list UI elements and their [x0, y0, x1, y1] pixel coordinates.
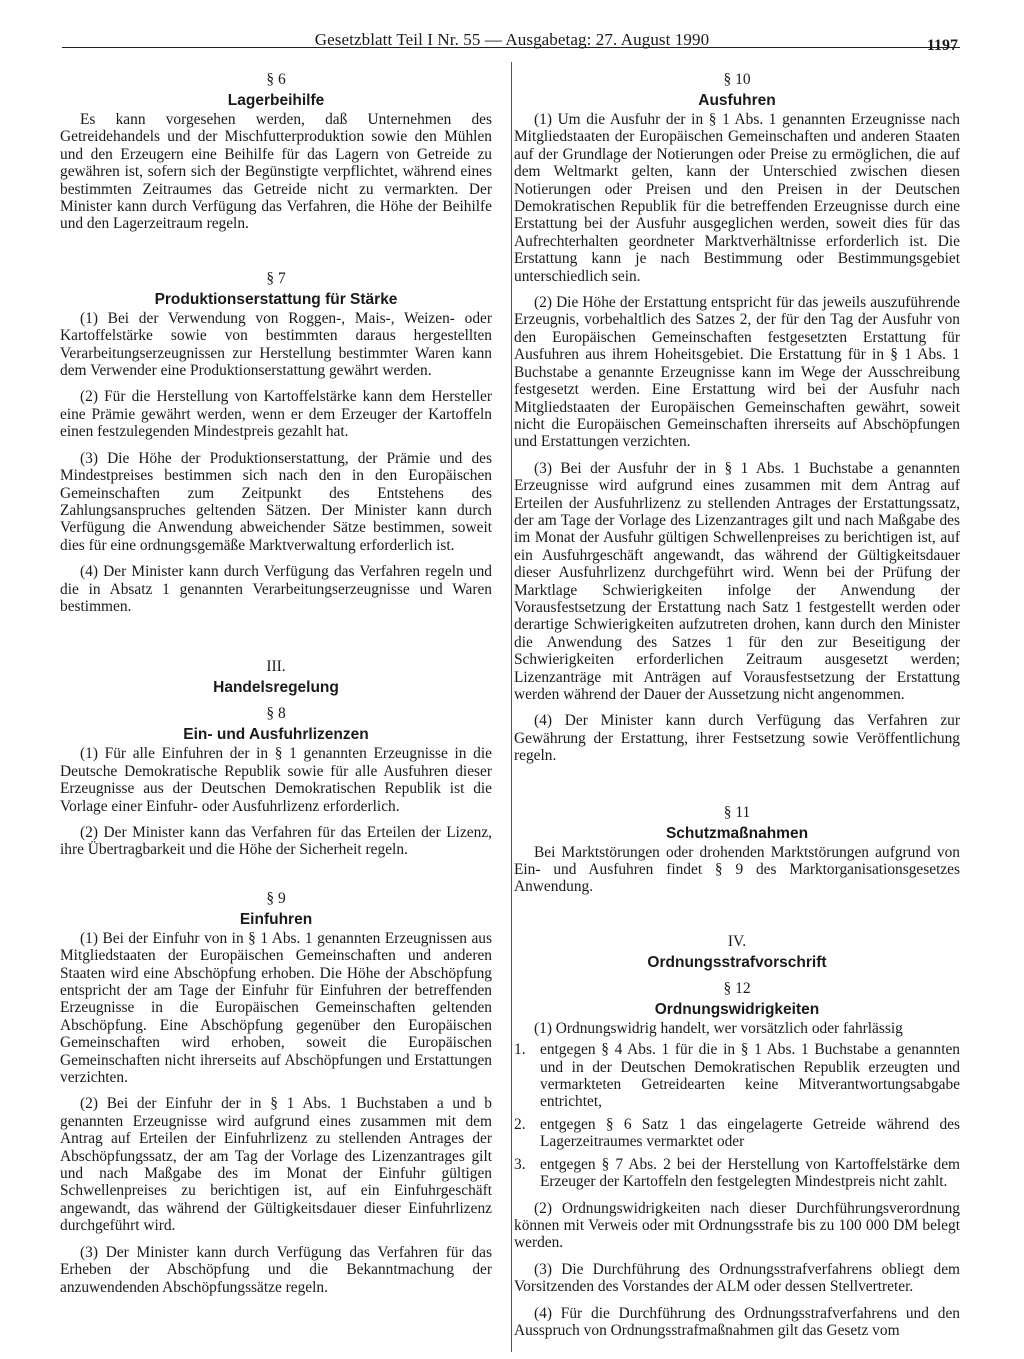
paragraph: (1) Ordnungswidrig handelt, wer vorsätzlich oder fahrlässig — [534, 1019, 903, 1037]
section-number: § 8 — [266, 705, 286, 723]
header-title: Gesetzblatt Teil I Nr. 55 — Ausgabetag: 27. August 1990 — [314, 30, 710, 49]
offence-list — [514, 1041, 960, 1190]
section-title: Ordnungswidrigkeiten — [654, 1000, 820, 1018]
chapter-title: Ordnungsstrafvorschrift — [647, 953, 827, 971]
page-header — [62, 30, 962, 54]
section-number: § 11 — [723, 803, 751, 821]
column-divider — [511, 62, 512, 1352]
list-number: 2. — [514, 1115, 526, 1133]
paragraph: (4) Der Minister kann durch Verfügung das Verfahren zur Gewährung der Erstattung, ihrer Festsetzung sowie Veröffentlichung regeln. — [514, 712, 960, 765]
section-number: § 9 — [266, 889, 286, 907]
list-item — [514, 1156, 960, 1191]
list-number: 1. — [514, 1041, 526, 1059]
list-item — [514, 1041, 960, 1111]
paragraph: (3) Die Höhe der Produktionserstattung, der Prämie und des Mindestpreises bestimmen sich nach den in den Europäischen Gemeinschaften zum Zeitpunkt des Entstehens des Zahlungsanspruches geltenden Sätzen. Der Minister kann durch Verfügung die Anwendung abweichender Sätze bestimmen, soweit dies für eine ordnungsgemäße Marktverwaltung erforderlich ist. — [60, 449, 492, 554]
paragraph: Es kann vorgesehen werden, daß Unternehmen des Getreidehandels und der Mischfutterproduktion sowie den Mühlen und den Erzeugern eine Beihilfe für das Lagern von Getreide zu gewähren ist, sofern sich der Begünstigte verpflichtet, während eines bestimmten Zeitraumes das Getreide nicht zu vermarkten. Der Minister kann durch Verfügung das Verfahren, die Höhe der Beihilfe und den Lagerzeitraum regeln. — [60, 111, 492, 233]
header-rule — [62, 47, 960, 48]
section-number: § 6 — [266, 71, 286, 88]
paragraph: (3) Die Durchführung des Ordnungsstrafverfahrens obliegt dem Vorsitzenden des Vorstandes der ALM oder dessen Stellvertreter. — [514, 1260, 960, 1296]
section-title: Produktionserstattung für Stärke — [154, 290, 398, 308]
section-number: § 12 — [723, 979, 751, 997]
list-item — [514, 1116, 960, 1151]
paragraph: (1) Um die Ausfuhr der in § 1 Abs. 1 genannten Erzeugnisse nach Mitgliedstaaten der Europäischen Gemeinschaften und anderen Staaten auf der Grundlage der Notierungen oder Preise zu ermöglichen, die auf dem Weltmarkt gelten, kann der Unterschied zwischen diesen Notierungen oder Preisen und den Preisen in der Deutschen Demokratischen Republik für die betreffenden Erzeugnisse durch eine Erstattung bei der Ausfuhr ausgeglichen werden, soweit dies für das Aufrechterhalten geordneter Marktverhältnisse erforderlich ist. Die Erstattung kann je nach Bestimmung oder Bestimmungsgebiet unterschiedlich sein. — [514, 111, 960, 285]
list-text: entgegen § 4 Abs. 1 für die in § 1 Abs. 1 Buchstabe a genannten und in der Deutschen Demokratischen Republik erzeugten und vermarkteten Getreidearten keine Mitverantwortungsabgabe entrichtet, — [540, 1041, 960, 1111]
paragraph: (1) Bei der Verwendung von Roggen-, Mais-, Weizen- oder Kartoffelstärke sowie von bestimmten daraus hergestellten Verarbeitungserzeugnissen zur Herstellung bestimmter Waren kann dem Verwender eine Produktionserstattung gewährt werden. — [60, 309, 492, 380]
list-text: entgegen § 7 Abs. 2 bei der Herstellung von Kartoffelstärke dem Erzeuger der Kartoffeln den festgelegten Mindestpreis nicht zahlt. — [540, 1155, 960, 1191]
paragraph: (4) Für die Durchführung des Ordnungsstrafverfahrens und den Ausspruch von Ordnungsstrafmaßnahmen gilt das Gesetz vom — [514, 1304, 960, 1339]
paragraph: Bei Marktstörungen oder drohenden Marktstörungen aufgrund von Ein- und Ausfuhren findet § 9 des Marktorganisationsgesetzes Anwendung. — [514, 843, 960, 896]
paragraph: (2) Die Höhe der Erstattung entspricht für das jeweils auszuführende Erzeugnis, vorbehaltlich des Satzes 2, der für den Tag der Ausfuhr von den Europäischen Gemeinschaften festgesetzten Erstattung für Ausfuhren aus ihrem Hoheitsgebiet. Die Erstattung für in § 1 Abs. 1 Buchstabe a genannte Erzeugnisse kann im Wege der Ausschreibung festgesetzt werden. Eine Erstattung wird bei der Ausfuhr nach Mitgliedstaaten der Europäischen Gemeinschaften gewährt, soweit nicht die Europäischen Gemeinschaften ihrerseits auf Abschöpfungen und Erstattungen verzichten. — [514, 294, 960, 451]
section-title: Einfuhren — [239, 910, 313, 928]
section-number: § 10 — [723, 71, 751, 88]
paragraph: (1) Bei der Einfuhr von in § 1 Abs. 1 genannten Erzeugnissen aus Mitgliedstaaten der Europäischen Gemeinschaften und anderen Staaten wird eine Abschöpfung erhoben. Die Höhe der Abschöpfung entspricht der am Tage der Einfuhr für Einfuhren der betreffenden Erzeugnisse in die Europäischen Gemeinschaften geltenden Abschöpfung. Eine Abschöpfung gegenüber den Europäischen Gemeinschaften wird erhoben, soweit die Europäischen Gemeinschaften nicht ihrerseits auf Abschöpfungen und Erstattungen verzichten. — [60, 929, 492, 1087]
chapter-title: Handelsregelung — [213, 679, 339, 697]
paragraph: (2) Der Minister kann das Verfahren für das Erteilen der Lizenz, ihre Übertragbarkeit und die Höhe der Sicherheit regeln. — [60, 823, 492, 859]
section-title: Lagerbeihilfe — [227, 92, 325, 109]
left-column — [60, 70, 492, 1305]
section-title: Schutzmaßnahmen — [665, 824, 809, 842]
list-number: 3. — [514, 1155, 526, 1173]
section-title: Ausfuhren — [698, 92, 776, 109]
chapter-number: IV. — [727, 932, 747, 950]
paragraph: (2) Ordnungswidrigkeiten nach dieser Durchführungsverordnung können mit Verweis oder mit Ordnungsstrafe bis zu 100 000 DM belegt werden. — [514, 1199, 960, 1252]
paragraph: (4) Der Minister kann durch Verfügung das Verfahren regeln und die in Absatz 1 genannten Verarbeitungserzeugnisse und Waren bestimmen. — [60, 563, 492, 615]
paragraph: (2) Für die Herstellung von Kartoffelstärke kann dem Hersteller eine Prämie gewährt werden, wenn er dem Erzeuger der Kartoffeln einen festzulegenden Mindestpreis gezahlt hat. — [60, 388, 492, 441]
section-title: Ein- und Ausfuhrlizenzen — [183, 726, 369, 744]
paragraph: (2) Bei der Einfuhr der in § 1 Abs. 1 Buchstaben a und b genannten Erzeugnisse wird aufgrund eines zusammen mit dem Antrag auf Erteilen der Einfuhrlizenz zu stellenden Antrages der Abschöpfungssatz, der am Tag der Vorlage des Lizenzantrages gilt und nach Maßgabe des im Monat der Einfuhr gültigen Schwellenpreises zu berichtigen ist, auf ein Einfuhrgeschäft angewandt, das während der Gültigkeitsdauer dieser Einfuhrlizenz durchgeführt wird. — [60, 1095, 492, 1235]
section-number: § 7 — [266, 269, 286, 287]
right-column — [514, 70, 960, 1348]
chapter-number: III. — [266, 658, 286, 676]
list-text: entgegen § 6 Satz 1 das eingelagerte Getreide während des Lagerzeitraumes vermarktet oder — [540, 1115, 960, 1151]
page-number: 1197 — [926, 37, 958, 54]
paragraph: (3) Der Minister kann durch Verfügung das Verfahren für das Erheben der Abschöpfung und die Bekanntmachung der anzuwendenden Abschöpfungssätze regeln. — [60, 1243, 492, 1296]
paragraph: (1) Für alle Einfuhren der in § 1 genannten Erzeugnisse in die Deutsche Demokratische Republik sowie für alle Ausfuhren dieser Erzeugnisse aus der Deutschen Demokratischen Republik ist die Vorlage einer Einfuhr- oder Ausfuhrlizenz erforderlich. — [60, 745, 492, 815]
paragraph: (3) Bei der Ausfuhr der in § 1 Abs. 1 Buchstabe a genannten Erzeugnisse wird aufgrund eines zusammen mit dem Antrag auf Erteilen der Ausfuhrlizenz zu stellenden Antrages der Erstattungssatz, der am Tage der Vorlage des Lizenzantrages gilt und nach Maßgabe des im Monat der Ausfuhr gültigen Schwellenpreises zu berichtigen ist, auf ein Ausfuhrgeschäft angewandt, das während der Gültigkeitsdauer dieser Ausfuhrlizenz durchgeführt wird. Wenn bei der Prüfung der Marktlage Schwierigkeiten infolge der Anwendung der Vorausfestsetzung der Erstattung nach Satz 1 festgestellt werden oder derartige Schwierigkeiten aufzutreten drohen, kann durch den Minister die Anwendung des Satzes 1 für den zur Beseitigung der Schwierigkeiten erforderlichen Zeitraum ausgesetzt werden; Lizenzanträge mit Anträgen auf Vorausfestsetzung der Erstattung werden während der Dauer der Aussetzung nicht angenommen. — [514, 459, 960, 703]
